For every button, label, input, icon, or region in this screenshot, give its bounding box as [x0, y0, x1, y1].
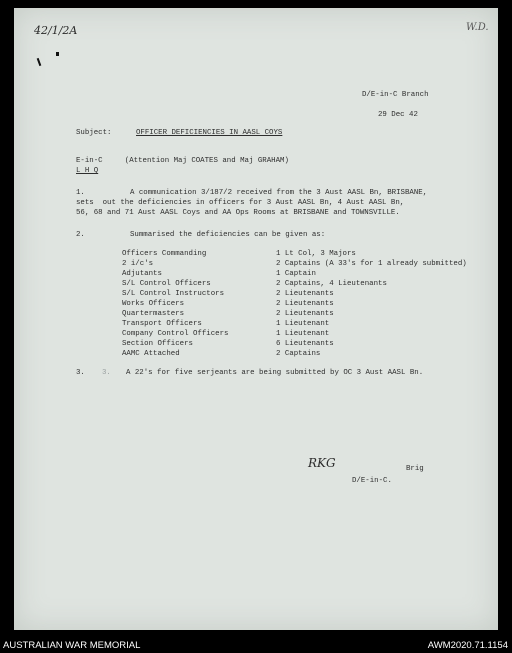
document-page	[14, 8, 498, 630]
ink-mark	[37, 58, 42, 66]
officer-role: Adjutants	[122, 270, 162, 278]
officer-shortfall: 2 Lieutenants	[276, 300, 334, 308]
officer-role: S/L Control Officers	[122, 280, 211, 288]
subject-label: Subject:	[76, 129, 112, 137]
deficiency-row	[122, 310, 334, 319]
deficiency-row	[122, 270, 316, 279]
signatory-rank: Brig	[406, 465, 424, 473]
officer-role: Works Officers	[122, 300, 185, 308]
paragraph-text: sets out the deficiencies in officers for 3 Aust AASL Bn, 4 Aust AASL Bn,	[76, 199, 405, 207]
officer-role: Company Control Officers	[122, 330, 229, 338]
officer-role: Quartermasters	[122, 310, 185, 318]
paragraph-text: A communication 3/187/2 received from the 3 Aust AASL Bn, BRISBANE,	[130, 189, 428, 197]
deficiency-row	[122, 290, 334, 299]
accession-number: AWM2020.71.1154	[427, 640, 508, 651]
addressee-line: L H Q	[76, 167, 99, 175]
paragraph-number: 3.	[76, 369, 85, 377]
paragraph-number: 2.	[76, 231, 85, 239]
handwritten-reference: 42/1/2A	[34, 24, 78, 37]
struck-number: 3.	[102, 369, 111, 377]
officer-shortfall: 2 Captains	[276, 350, 321, 358]
ink-mark	[56, 52, 59, 56]
deficiency-row	[122, 340, 334, 349]
officer-role: Transport Officers	[122, 320, 202, 328]
deficiency-row	[122, 320, 329, 329]
letter-date: 29 Dec 42	[378, 111, 418, 119]
deficiency-row	[122, 350, 320, 359]
signature: RKG	[308, 456, 336, 470]
officer-role: 2 i/c's	[122, 260, 154, 268]
officer-shortfall: 1 Captain	[276, 270, 316, 278]
war-diary-mark: W.D.	[466, 22, 489, 33]
paragraph-number: 1.	[76, 189, 85, 197]
officer-shortfall: 1 Lieutenant	[276, 320, 330, 328]
paragraph-text: 56, 68 and 71 Aust AASL Coys and AA Ops Rooms at BRISBANE and TOWNSVILLE.	[76, 209, 400, 217]
deficiency-row	[122, 300, 334, 309]
subject-text: OFFICER DEFICIENCIES IN AASL COYS	[136, 129, 283, 137]
officer-role: Section Officers	[122, 340, 193, 348]
officer-role: AAMC Attached	[122, 350, 180, 358]
officer-shortfall: 2 Captains (A 33's for 1 already submitted)	[276, 260, 467, 268]
deficiency-row	[122, 250, 356, 259]
deficiency-row	[122, 260, 467, 269]
addressee-line: E-in-C (Attention Maj COATES and Maj GRAHAM)	[76, 157, 289, 165]
officer-role: Officers Commanding	[122, 250, 207, 258]
officer-shortfall: 1 Lt Col, 3 Majors	[276, 250, 356, 258]
officer-shortfall: 1 Lieutenant	[276, 330, 330, 338]
from-office: D/E-in-C Branch	[362, 91, 429, 99]
deficiency-row	[122, 280, 387, 289]
officer-shortfall: 6 Lieutenants	[276, 340, 334, 348]
institution-name: AUSTRALIAN WAR MEMORIAL	[3, 640, 141, 651]
officer-shortfall: 2 Captains, 4 Lieutenants	[276, 280, 387, 288]
officer-shortfall: 2 Lieutenants	[276, 310, 334, 318]
paragraph-text: Summarised the deficiencies can be given as:	[130, 231, 326, 239]
officer-role: S/L Control Instructors	[122, 290, 225, 298]
paragraph-text: A 22's for five serjeants are being submitted by OC 3 Aust AASL Bn.	[126, 369, 424, 377]
deficiency-row	[122, 330, 329, 339]
officer-shortfall: 2 Lieutenants	[276, 290, 334, 298]
archive-footer	[0, 638, 512, 653]
signatory-office: D/E-in-C.	[352, 477, 392, 485]
